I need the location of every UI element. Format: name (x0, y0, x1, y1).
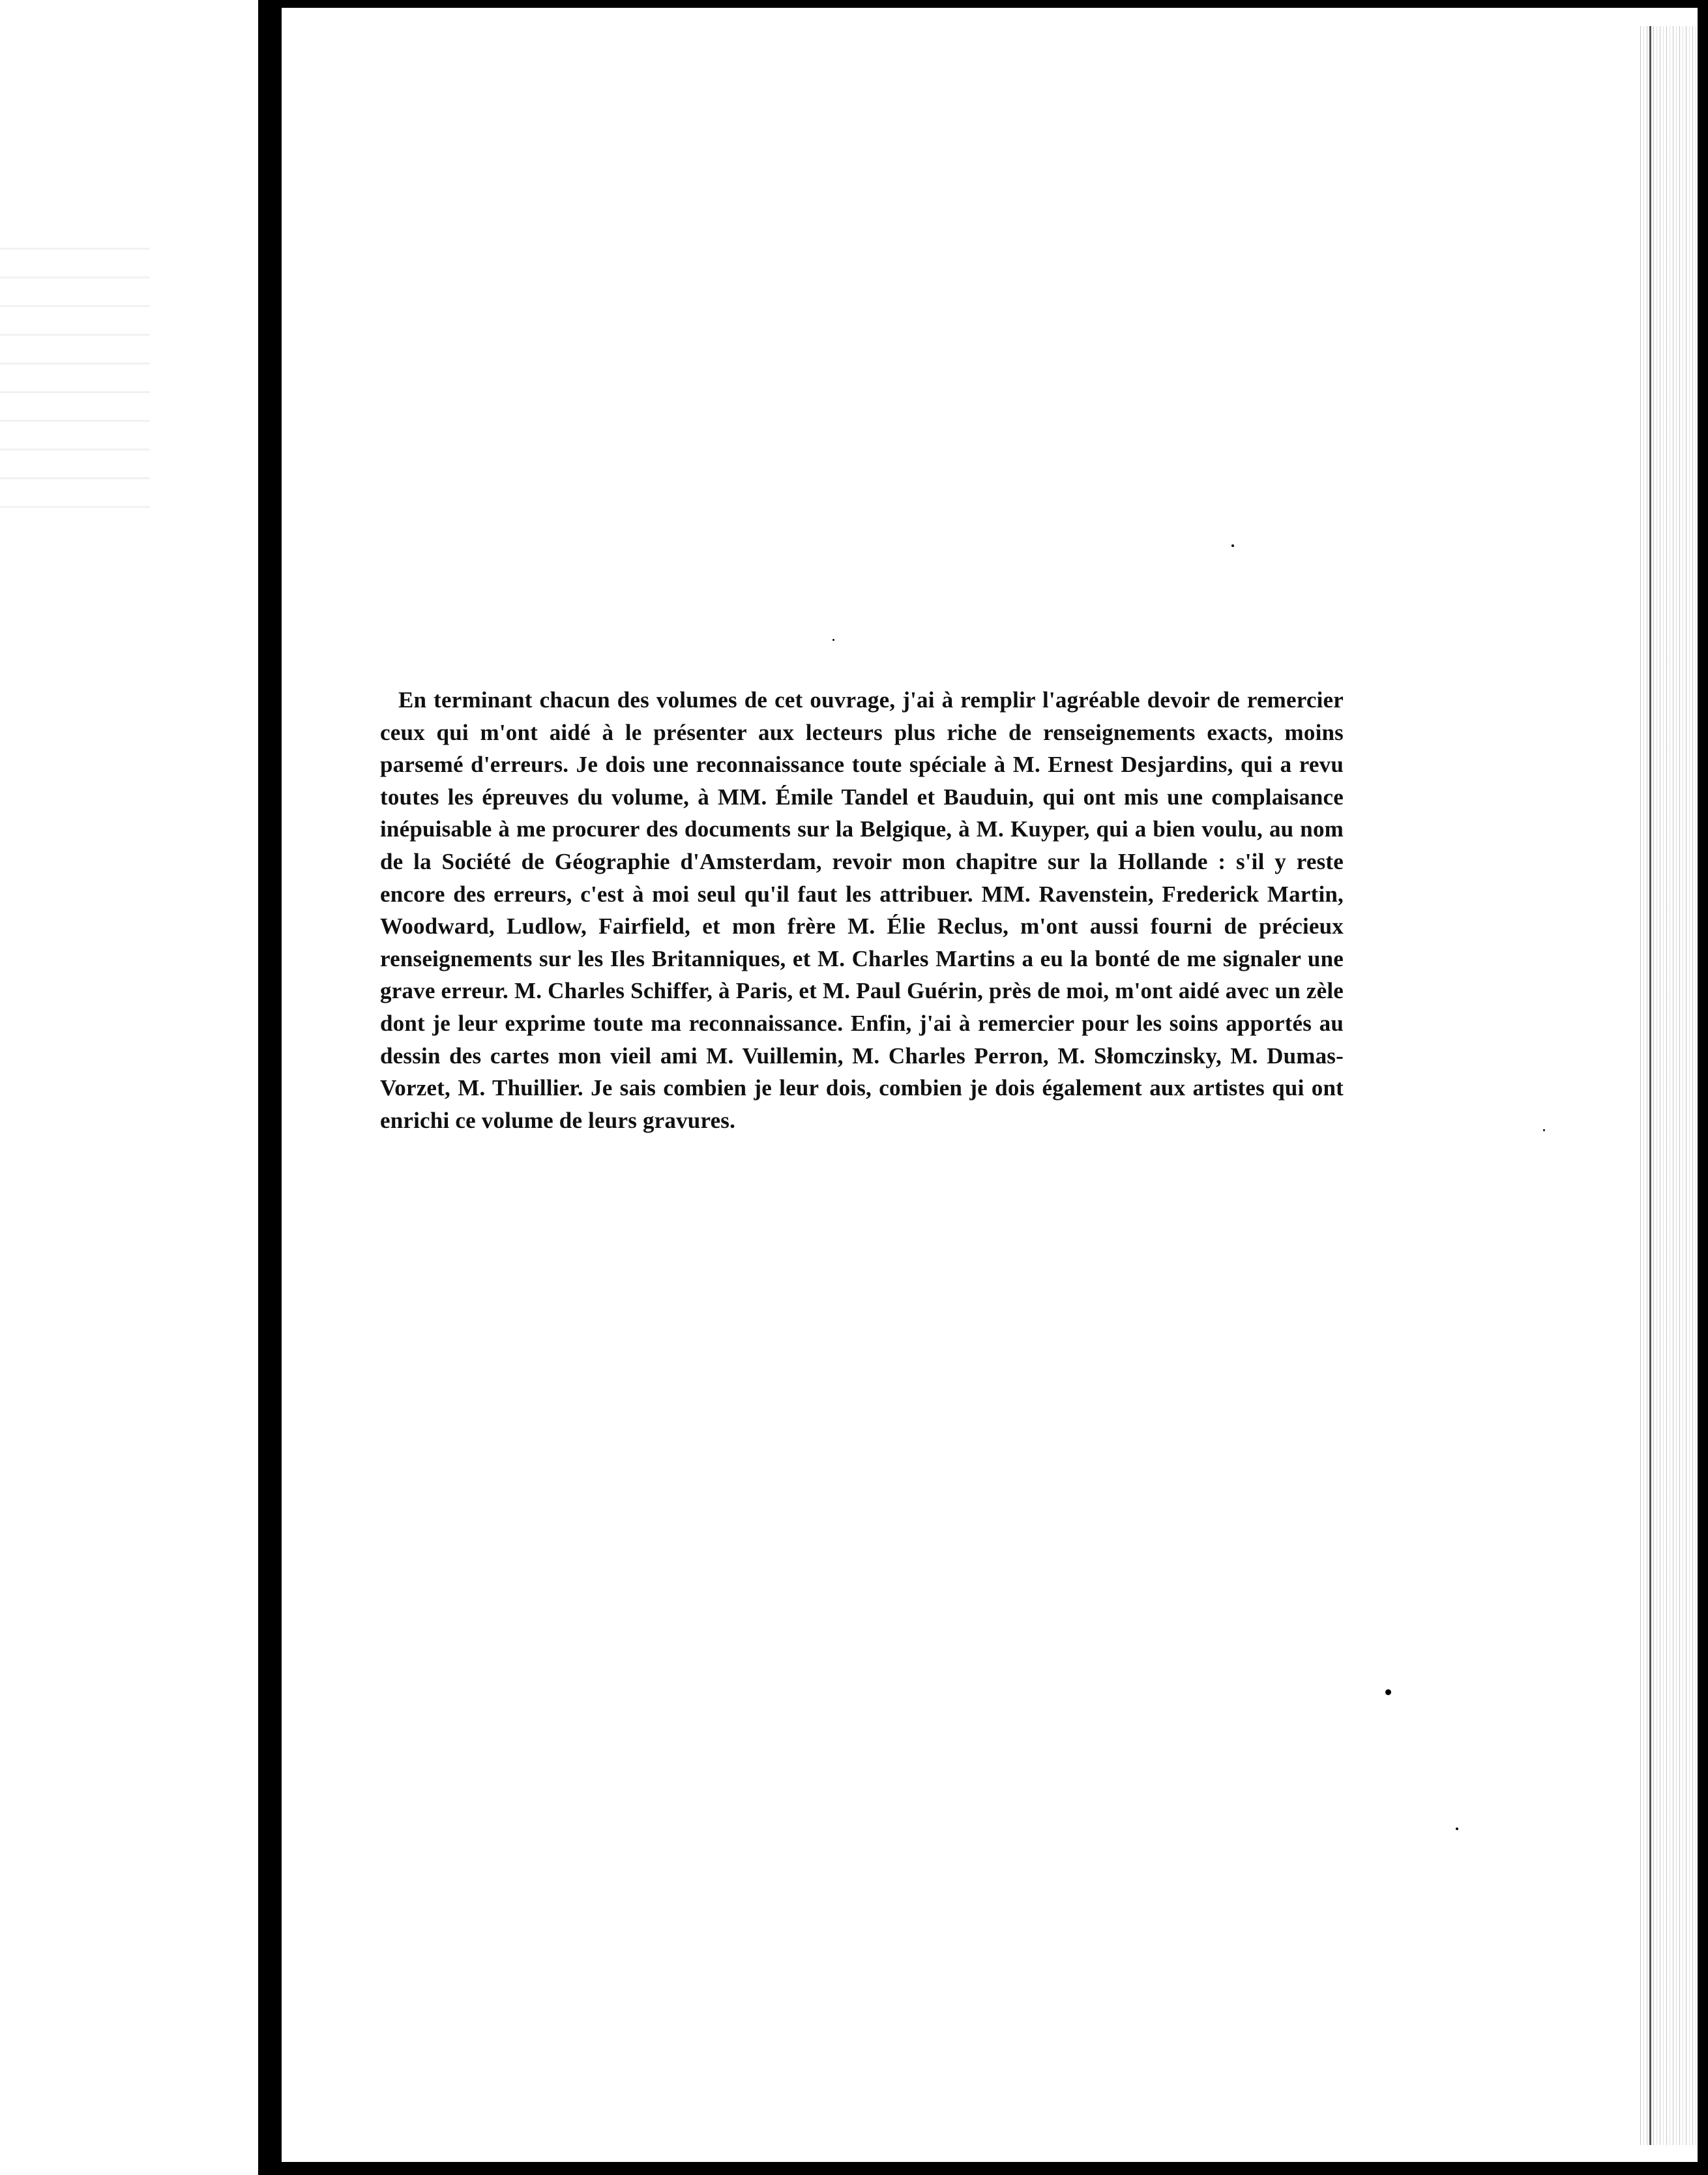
ink-speck (1231, 544, 1234, 547)
ink-speck (1543, 1129, 1545, 1131)
ink-speck (1456, 1827, 1458, 1830)
left-facing-page (0, 0, 258, 2175)
acknowledgement-paragraph: En terminant chacun des volumes de cet ouvrage, j'ai à remplir l'agréable devoir de remercier ceux qui m'ont aidé à le présenter aux lecteurs plus riche de renseignements exacts, moins parsemé d'erreurs. Je dois une reconnaissance toute spéciale à M. Ernest Desjardins, qui a revu toutes les épreuves du volume, à MM. Émile Tandel et Bauduin, qui ont mis une complaisance inépuisable à me procurer des documents sur la Belgique, à M. Kuyper, qui a bien voulu, au nom de la Société de Géographie d'Amsterdam, revoir mon chapitre sur la Hollande : s'il y reste encore des erreurs, c'est à moi seul qu'il faut les attribuer. MM. Ravenstein, Frederick Martin, Woodward, Ludlow, Fairfield, et mon frère M. Élie Reclus, m'ont aussi fourni de précieux renseignements sur les Iles Britanniques, et M. Charles Martins a eu la bonté de me signaler une grave erreur. M. Charles Schiffer, à Paris, et M. Paul Guérin, près de moi, m'ont aidé avec un zèle dont je leur exprime toute ma reconnaissance. Enfin, j'ai à remercier pour les soins apportés au dessin des cartes mon vieil ami M. Vuillemin, M. Charles Perron, M. Słomczinsky, M. Dumas-Vorzet, M. Thuillier. Je sais combien je leur dois, combien je dois également aux artistes qui ont enrichi ce volume de leurs gravures. (380, 687, 1344, 1133)
page-edge-shadow (1649, 26, 1651, 2145)
show-through-bleed (0, 248, 150, 522)
ink-speck (832, 639, 834, 641)
stacked-page-edges (1638, 26, 1696, 2145)
ink-speck (1385, 1689, 1391, 1695)
